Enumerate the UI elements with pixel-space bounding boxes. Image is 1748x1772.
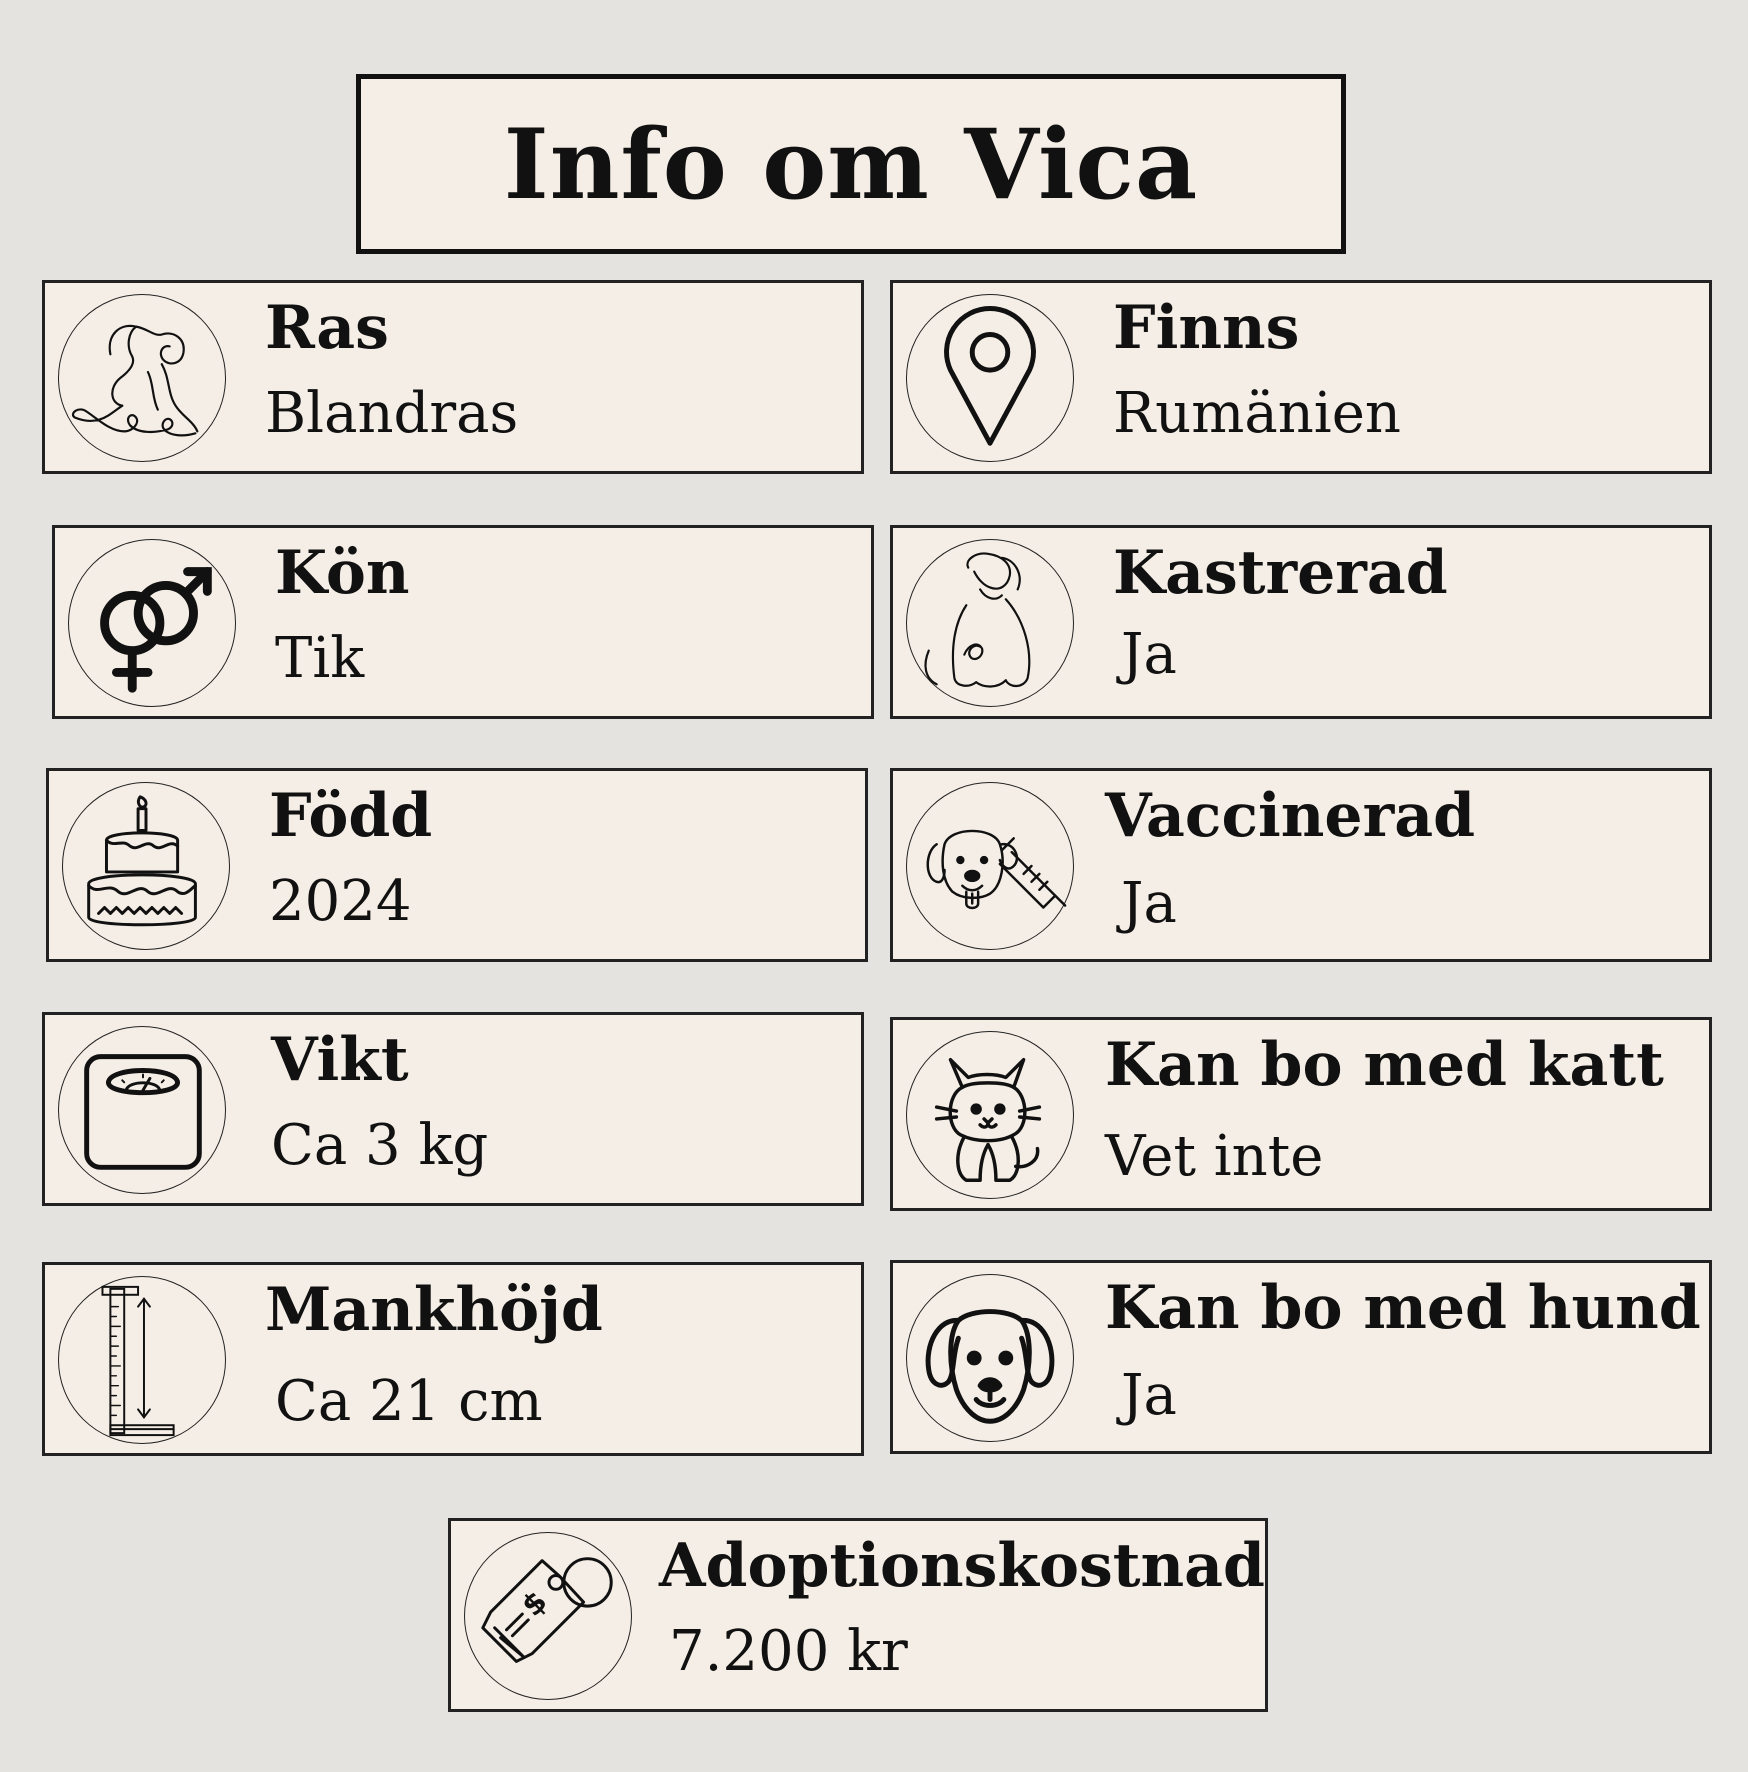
info-card-finns <box>890 280 1712 474</box>
location-pin-icon <box>906 294 1074 462</box>
info-card-ras <box>42 280 864 474</box>
info-card-mankhojd <box>42 1262 864 1456</box>
info-value: Ja <box>1121 1363 1177 1428</box>
info-card-hund <box>890 1260 1712 1454</box>
info-value: Tik <box>275 626 365 691</box>
info-card-adoptionskostnad <box>448 1518 1268 1712</box>
info-card-fodd <box>46 768 868 962</box>
info-label: Kastrerad <box>1113 538 1448 608</box>
info-value: Ja <box>1121 871 1177 936</box>
info-value: Ca 21 cm <box>275 1369 543 1434</box>
info-card-vikt <box>42 1012 864 1206</box>
birthday-cake-icon <box>62 782 230 950</box>
info-card-kastrerad <box>890 525 1712 719</box>
weight-scale-icon <box>58 1026 226 1194</box>
info-label: Född <box>269 781 433 851</box>
info-label: Vaccinerad <box>1105 781 1476 851</box>
sitting-dog-icon <box>906 539 1074 707</box>
price-tag-icon <box>464 1532 632 1700</box>
page-title: Info om Vica <box>503 107 1199 221</box>
info-label: Vikt <box>271 1025 409 1095</box>
dog-line-art-icon <box>58 294 226 462</box>
info-value: 7.200 kr <box>669 1619 908 1684</box>
info-value: Rumänien <box>1113 381 1401 446</box>
info-label: Ras <box>265 293 389 363</box>
info-label: Kan bo med katt <box>1105 1030 1664 1100</box>
info-value: Ja <box>1121 622 1177 687</box>
svg-text:$: $ <box>514 1583 554 1623</box>
info-label: Finns <box>1113 293 1300 363</box>
info-value: Ca 3 kg <box>271 1113 489 1178</box>
info-label: Kan bo med hund <box>1105 1273 1701 1343</box>
info-label: Adoptionskostnad <box>659 1531 1265 1601</box>
info-card-katt <box>890 1017 1712 1211</box>
cat-icon <box>906 1031 1074 1199</box>
info-card-vaccinerad <box>890 768 1712 962</box>
dog-syringe-icon <box>906 782 1074 950</box>
title-box <box>356 74 1346 254</box>
info-value: 2024 <box>269 869 412 934</box>
info-value: Vet inte <box>1105 1124 1324 1189</box>
dog-face-icon <box>906 1274 1074 1442</box>
info-label: Mankhöjd <box>265 1275 603 1345</box>
info-value: Blandras <box>265 381 519 446</box>
info-label: Kön <box>275 538 410 608</box>
height-ruler-icon <box>58 1276 226 1444</box>
gender-symbols-icon <box>68 539 236 707</box>
info-card-kon <box>52 525 874 719</box>
